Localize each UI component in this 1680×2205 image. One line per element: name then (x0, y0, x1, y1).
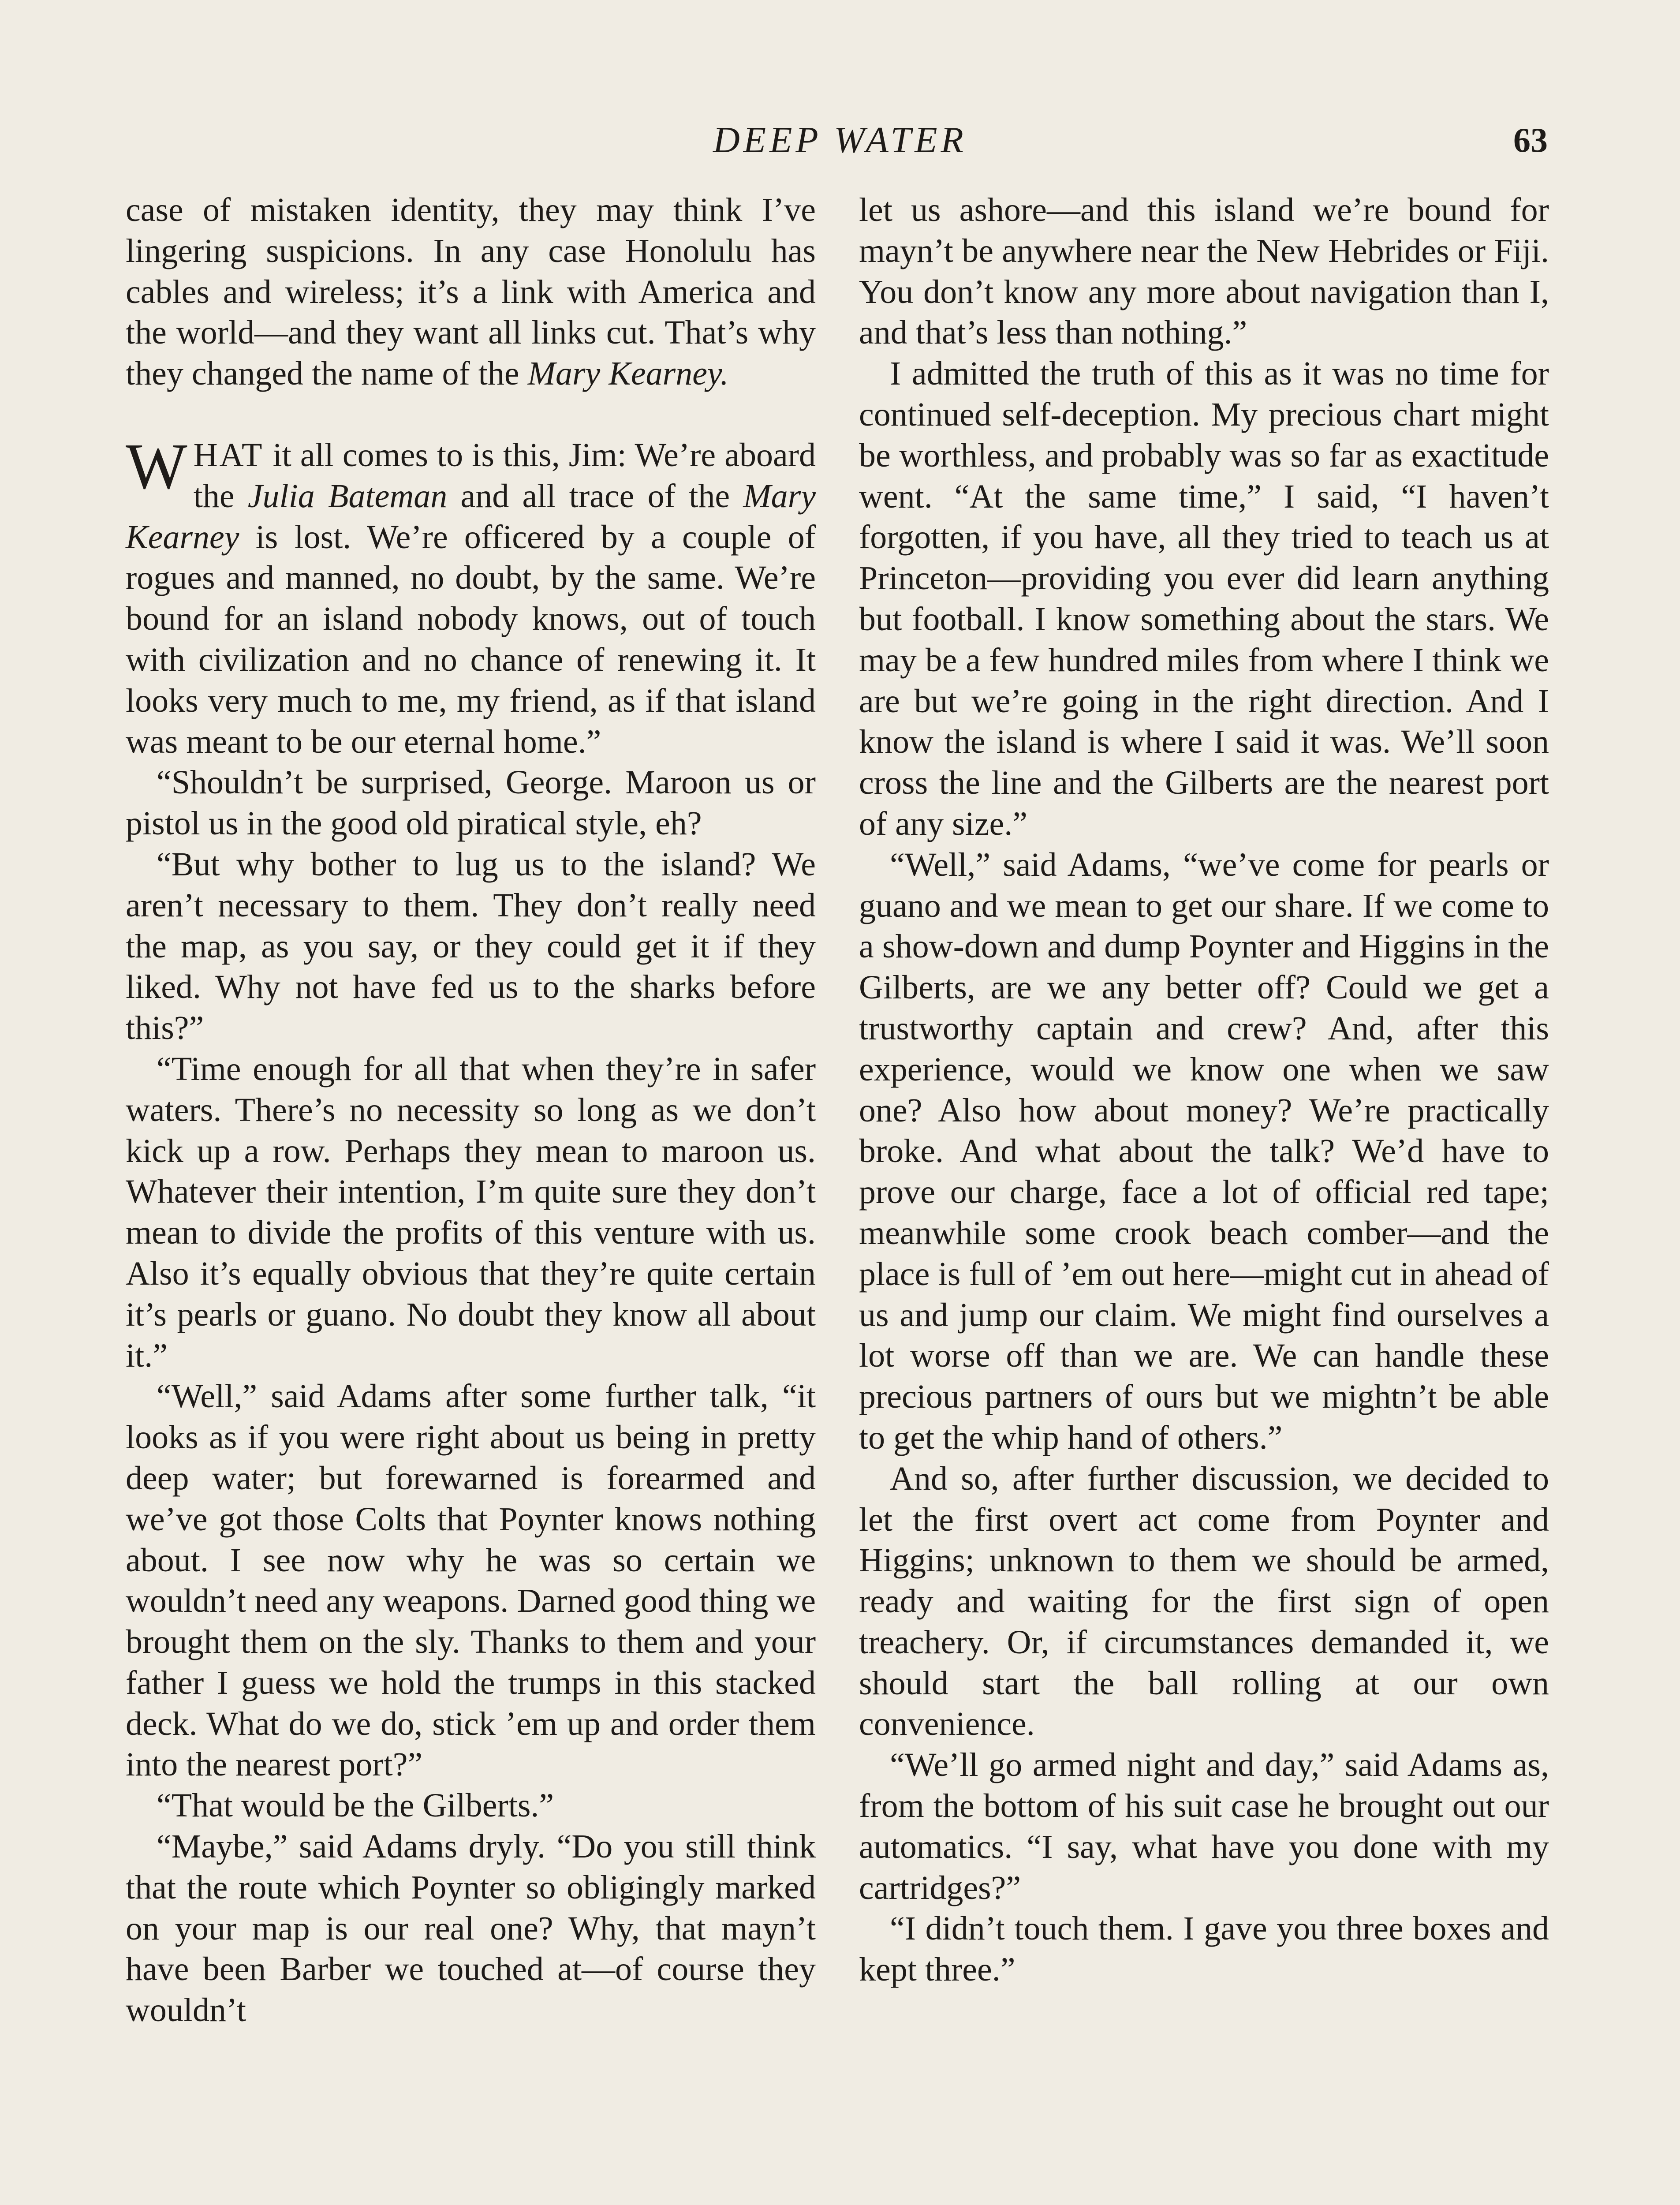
paragraph: “I didn’t touch them. I gave you three boxes and kept three.” (859, 1910, 1549, 1988)
paragraph: “Well,” said Adams after some further talk, “it looks as if you were right about us being in pretty deep water; but forewarned is forearmed and we’ve got those Colts that Poynter knows nothing about. I see now why he was so certain we wouldn’t need any weapons. Darned good thing we brought them on the sly. Thanks to them and your father I guess we hold the trumps in this stacked deck. What do we do, stick ’em up and order them into the nearest port?” (126, 1378, 816, 1783)
paragraph-text: and all trace of the (447, 477, 743, 515)
paragraph: “But why bother to lug us to the island? We aren’t necessary to them. They don’t really need the map, as you say, or they could get it if they liked. Why not have fed us to the sharks before this?” (126, 845, 816, 1047)
drop-cap: W (126, 430, 187, 503)
paragraph: “Shouldn’t be surprised, George. Maroon us or pistol us in the good old piratical style, eh? (126, 764, 816, 842)
ship-name: Julia Bateman (247, 477, 448, 515)
paragraph-text: is lost. We’re officered by a couple of rogues and manned, no doubt, by the same. We’re bound for an island nobody knows, out of touch with civilization and no chance of renewing it. It looks very much to me, my friend, as if that island was meant to be our eternal home.” (126, 518, 816, 760)
section-break (126, 394, 816, 435)
paragraph: “Time enough for all that when they’re in safer waters. There’s no necessity so long as we don’t kick up a row. Perhaps they mean to maroon us. Whatever their intention, I’m quite sure they don’t mean to divide the profits of this venture with us. Also it’s equally obvious that they’re quite certain it’s pearls or guano. No doubt they know all about it.” (126, 1050, 816, 1374)
small-caps-text: HAT (193, 436, 264, 474)
left-column (126, 190, 816, 2031)
right-column (859, 190, 1549, 1990)
paragraph: let us ashore—and this island we’re bound for mayn’t be anywhere near the New Hebrides or Fiji. You don’t know any more about navigation than I, and that’s less than nothing.” (859, 191, 1549, 351)
running-title: DEEP WATER (713, 120, 967, 161)
paragraph (126, 430, 816, 762)
paragraph: And so, after further discussion, we decided to let the first overt act come from Poynter and Higgins; unknown to them we should be armed, ready and waiting for the first sign of open treachery. Or, if circumstances demanded it, we should start the ball rolling at our own convenience. (859, 1460, 1549, 1743)
paragraph: “Well,” said Adams, “we’ve come for pearls or guano and we mean to get our share. If we come to a show-down and dump Poynter and Higgins in the Gilberts, are we any better off? Could we get a trustworthy captain and crew? And, after this experience, would we know one when we saw one? Also how about money? We’re practically broke. And what about the talk? We’d have to prove our charge, face a lot of official red tape; meanwhile some crook beach comber—and the place is full of ’em out here—might cut in ahead of us and jump our claim. We might find ourselves a lot worse off than we are. We can handle these precious partners of ours but we mightn’t be able to get the whip hand of others.” (859, 846, 1549, 1456)
paragraph: I admitted the truth of this as it was no time for continued self-deception. My precious chart might be worthless, and probably was so far as exactitude went. “At the same time,” I said, “I haven’t forgotten, if you have, all they tried to teach us at Princeton—providing you ever did learn anything but football. I know something about the stars. We may be a few hundred miles from where I think we are but we’re going in the right direction. And I know the island is where I said it was. We’ll soon cross the line and the Gilberts are the nearest port of any size.” (859, 355, 1549, 842)
page-header (123, 114, 1557, 167)
paragraph (126, 190, 816, 394)
paragraph-text: it all comes to is this, Jim: We’re aboard the (193, 436, 816, 515)
paragraph-text: case of mistaken identity, they may think I’ve lingering suspicions. In any case Honolulu has cables and wireless; it’s a link with America and the world—and they want all links cut. That’s why they changed the name of the (126, 191, 816, 392)
ship-name: Mary Kearney. (527, 355, 729, 392)
paragraph: “We’ll go armed night and day,” said Adams as, from the bottom of his suit case he brought out our automatics. “I say, what have you done with my cartridges?” (859, 1746, 1549, 1906)
paragraph: “That would be the Gilberts.” (157, 1787, 554, 1824)
ship-name: Mary Kearney (126, 477, 816, 556)
paragraph: “Maybe,” said Adams dryly. “Do you still think that the route which Poynter so obligingly marked on your map is our real one? Why, that mayn’t have been Barber we touched at—of course they wouldn’t (126, 1828, 816, 2029)
page-number: 63 (1513, 121, 1548, 159)
